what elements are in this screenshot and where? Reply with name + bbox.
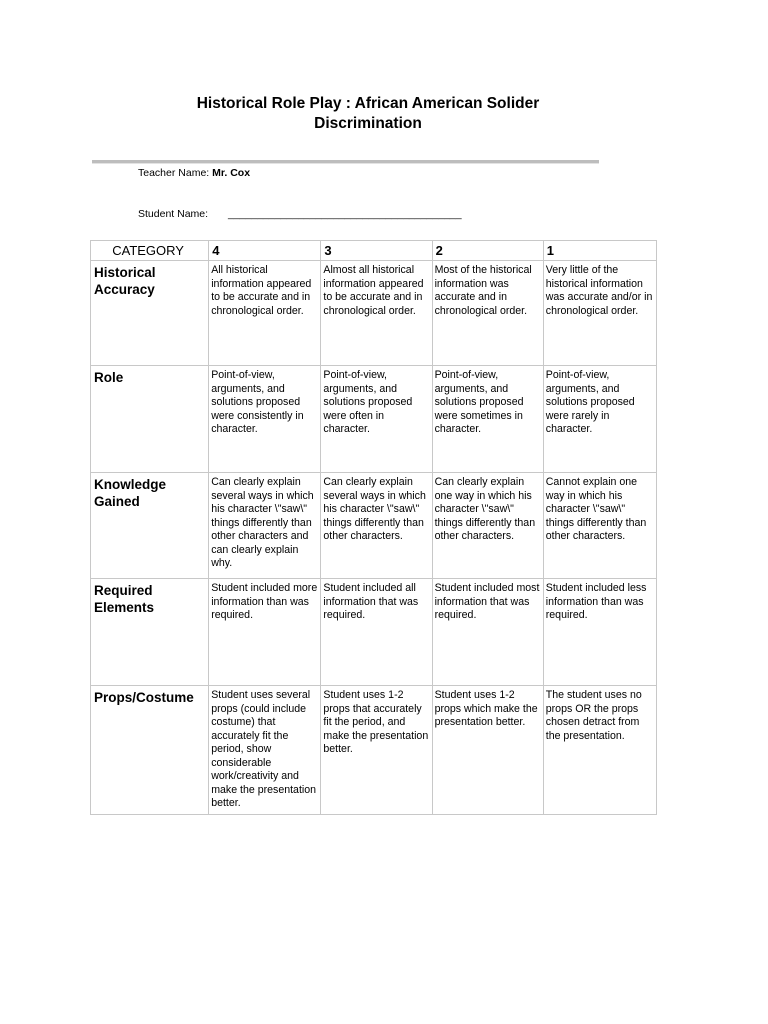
teacher-name-field bbox=[138, 166, 250, 180]
page-title bbox=[0, 94, 736, 134]
criteria-cell: Student uses 1-2 props that accurately fit the period, and make the presentation better. bbox=[321, 686, 432, 815]
criteria-cell: Point-of-view, arguments, and solutions proposed were consistently in character. bbox=[209, 366, 321, 473]
criteria-cell: Point-of-view, arguments, and solutions proposed were often in character. bbox=[321, 366, 432, 473]
criteria-cell: Can clearly explain several ways in which his character \"saw\" things differently than other characters. bbox=[321, 473, 432, 579]
criteria-cell: Cannot explain one way in which his character \"saw\" things differently than other characters. bbox=[543, 473, 656, 579]
category-cell: Props/Costume bbox=[91, 686, 209, 815]
criteria-cell: The student uses no props OR the props chosen detract from the presentation. bbox=[543, 686, 656, 815]
criteria-cell: Student included most information that was required. bbox=[432, 579, 543, 686]
criteria-cell: Can clearly explain several ways in which his character \"saw\" things differently than other characters and can clearly explain why. bbox=[209, 473, 321, 579]
criteria-cell: Student uses 1-2 props which make the presentation better. bbox=[432, 686, 543, 815]
title-line-1: Historical Role Play : African American Solider bbox=[196, 95, 540, 112]
header-category: CATEGORY bbox=[91, 241, 209, 261]
category-cell: Required Elements bbox=[91, 579, 209, 686]
teacher-name-label: Teacher Name: bbox=[138, 167, 210, 179]
table-row bbox=[91, 261, 657, 366]
header-level-2: 2 bbox=[432, 241, 543, 261]
table-row bbox=[91, 579, 657, 686]
criteria-cell: Almost all historical information appeared to be accurate and in chronological order. bbox=[321, 261, 432, 366]
criteria-cell: Student included all information that was required. bbox=[321, 579, 432, 686]
rubric-table bbox=[90, 240, 657, 815]
criteria-cell: All historical information appeared to be accurate and in chronological order. bbox=[209, 261, 321, 366]
header-row bbox=[91, 241, 657, 261]
horizontal-divider bbox=[92, 160, 599, 164]
criteria-cell: Very little of the historical information was accurate and/or in chronological order. bbox=[543, 261, 656, 366]
criteria-cell: Point-of-view, arguments, and solutions proposed were sometimes in character. bbox=[432, 366, 543, 473]
table-row bbox=[91, 366, 657, 473]
header-level-1: 1 bbox=[543, 241, 656, 261]
table-row bbox=[91, 686, 657, 815]
table-row bbox=[91, 473, 657, 579]
criteria-cell: Can clearly explain one way in which his character \"saw\" things differently than other characters. bbox=[432, 473, 543, 579]
category-cell: Role bbox=[91, 366, 209, 473]
header-level-3: 3 bbox=[321, 241, 432, 261]
teacher-name-value: Mr. Cox bbox=[212, 167, 251, 179]
title-line-2: Discrimination bbox=[314, 115, 422, 132]
criteria-cell: Student included more information than was required. bbox=[209, 579, 321, 686]
criteria-cell: Student included less information than was required. bbox=[543, 579, 656, 686]
category-cell: Knowledge Gained bbox=[91, 473, 209, 579]
criteria-cell: Most of the historical information was accurate and in chronological order. bbox=[432, 261, 543, 366]
student-name-label: Student Name: bbox=[138, 208, 209, 220]
header-level-4: 4 bbox=[209, 241, 321, 261]
criteria-cell: Student uses several props (could include costume) that accurately fit the period, show considerable work/creativity and make the presentation better. bbox=[209, 686, 321, 815]
student-name-field bbox=[138, 207, 462, 221]
criteria-cell: Point-of-view, arguments, and solutions proposed were rarely in character. bbox=[543, 366, 656, 473]
category-cell: Historical Accuracy bbox=[91, 261, 209, 366]
student-name-blank: ________________________________________ bbox=[228, 208, 462, 220]
